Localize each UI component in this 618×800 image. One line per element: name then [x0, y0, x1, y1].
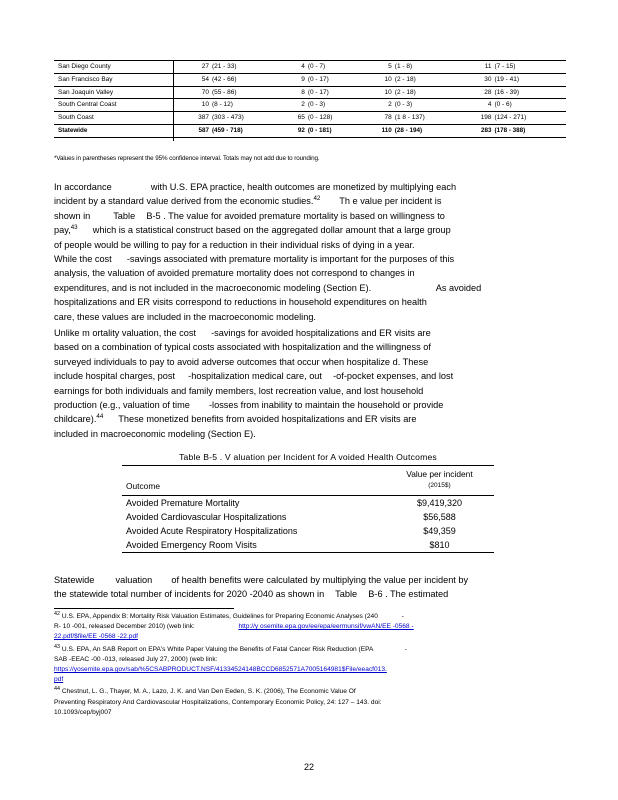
- header-outcome: Outcome: [122, 466, 385, 496]
- regional-incidents-table: [54, 60, 566, 138]
- table-row: [54, 112, 566, 125]
- cell-region: South Coast: [58, 114, 94, 122]
- text-run: of people would be willing to pay for a reduction in their individual risks of dying in a year.: [54, 239, 415, 250]
- text-run: surveyed individuals to pay to avoid adverse outcomes that occur when hospitalize: [54, 356, 391, 367]
- text-run: of health benefits were calculated by multiplying the value per incident by: [171, 575, 469, 585]
- text-run: which is a statistical construct based on the aggregated dollar amount that a large group: [92, 225, 451, 236]
- text-run: earnings for both individuals and family members, lost recreation value, and lost household: [54, 385, 424, 396]
- text-run: While the cost: [54, 254, 112, 265]
- cell-region: South Central Coast: [58, 101, 117, 109]
- footnote-43-link[interactable]: https://yosemite.epa.gov/sab/%5CSABPRODUCT.NSF/41334524148BCCD6852571A7005164981$File/eeacf013.: [54, 666, 387, 674]
- text-run: analysis, the valuation of avoided premature mortality does not correspond to changes in: [54, 268, 415, 279]
- table-row: [54, 73, 566, 86]
- cell-range: (7 - 15): [494, 63, 516, 70]
- text-run: d. These: [392, 356, 429, 367]
- cell-range: (0 - 3): [307, 101, 326, 109]
- cell-value: 5: [388, 63, 392, 70]
- cell-value: $56,588: [423, 512, 456, 522]
- header-value-line2: (2015$): [428, 482, 451, 489]
- cell-value: 110: [381, 126, 392, 134]
- footnote-44: [54, 687, 566, 718]
- table-vertical-divider: [173, 60, 174, 141]
- text-run: childcare).: [54, 414, 97, 425]
- paragraph-statewide-valuation: [54, 573, 566, 602]
- cell-range: (303 - 473): [211, 114, 244, 122]
- cell-range: (178 - 388): [494, 126, 526, 134]
- cell-value: 2: [388, 101, 392, 109]
- cell-value: 11: [484, 63, 492, 70]
- text-run: B-5: [146, 210, 161, 221]
- cell-value: $9,419,320: [416, 498, 462, 508]
- cell-value: 78: [384, 114, 392, 122]
- table-row: [54, 86, 566, 99]
- cell-range: (459 - 718): [211, 126, 243, 134]
- text-run: -savings for avoided hospitalizations and ER visits are: [211, 328, 431, 338]
- cell-region: San Francisco Bay: [58, 75, 113, 83]
- cell-range: (19 - 41): [494, 75, 520, 83]
- footnote-ref-44: 44: [96, 413, 104, 421]
- text-run: -of-pocket expenses, and lost: [333, 371, 454, 382]
- cell-range: (0 - 17): [307, 75, 329, 83]
- cell-range: (2 - 18): [394, 88, 416, 96]
- text-run: -losses from inability to maintain the household or provide: [208, 400, 444, 411]
- text-run: Chestnut, L. G., Thayer, M. A., Lazo, J. K. and Van Den Eeden, S. K. (2006), The Economic Value Of: [61, 688, 356, 696]
- table-b5-container: [122, 452, 494, 553]
- text-run: As avoided: [435, 282, 482, 293]
- footnotes-section: [54, 612, 566, 720]
- text-run: B-6 . The estimated: [368, 589, 449, 600]
- cell-range: (16 - 39): [494, 88, 520, 96]
- cell-value: 92: [297, 126, 305, 134]
- cell-value: 4: [487, 101, 492, 109]
- cell-value: 8: [301, 88, 305, 96]
- text-run: expenditures, and is not included in the macroeconomic modeling (Section E).: [54, 282, 372, 293]
- cell-range: (124 - 271): [494, 114, 527, 122]
- text-run: Unlike m: [54, 328, 90, 338]
- cell-value: 54: [201, 75, 209, 83]
- text-run: ortality valuation, the cost: [92, 328, 196, 338]
- cell-value: 70: [201, 88, 209, 96]
- footnote-42: [54, 612, 566, 643]
- cell-value: 4: [301, 63, 305, 70]
- cell-range: (0 - 6): [494, 101, 512, 109]
- text-run: care, these values are included in the macroeconomic modeling.: [54, 311, 316, 322]
- cell-outcome: Avoided Cardiovascular Hospitalizations: [126, 512, 287, 522]
- text-run: hospitalizations and ER visits correspond to reductions in household expenditures on health: [54, 297, 427, 308]
- footnote-marker: 43: [54, 643, 60, 650]
- text-run: included in macroeconomic modeling (Section E).: [54, 428, 256, 439]
- text-run: -hospitalization medical care, out: [188, 371, 322, 382]
- cell-range: (2 - 18): [394, 75, 416, 83]
- table-row: [122, 524, 494, 538]
- table-row: [122, 496, 494, 511]
- text-run: production (e.g., valuation of time: [54, 400, 190, 411]
- cell-range: (42 - 66): [211, 75, 237, 83]
- cell-range: (0 - 181): [307, 126, 332, 134]
- text-run: -: [401, 613, 404, 620]
- footnote-ref-42: 42: [313, 195, 321, 203]
- footnote-42-link[interactable]: http://y osemite.epa.gov/ee/epa/eermunsif/vwAN/EE -0568 -: [238, 623, 414, 631]
- table-footnote: *Values in parentheses represent the 95% confidence interval. Totals may not add due to rounding.: [54, 155, 320, 162]
- footnote-marker: 44: [54, 686, 60, 693]
- cell-range: (0 - 128): [307, 114, 333, 122]
- cell-value: 387: [198, 114, 209, 122]
- text-run: SAB -EEAC -00 -013, released July 27, 2000) (web link:: [54, 655, 218, 663]
- cell-region: Statewide: [58, 126, 88, 134]
- cell-value: 283: [480, 126, 492, 134]
- text-run: -savings associated with premature mortality is important for the purposes of this: [126, 254, 455, 265]
- cell-range: (21 - 33): [211, 63, 237, 70]
- table-b5-title: Table B-5 . V aluation per Incident for A voided Health Outcomes: [179, 452, 437, 462]
- cell-region: San Joaquin Valley: [58, 88, 114, 96]
- cell-range: (1 - 8): [394, 63, 413, 70]
- text-run: In accordance: [54, 182, 112, 192]
- text-run: the statewide total number of incidents for 2020: [54, 589, 248, 600]
- cell-value: 9: [301, 75, 305, 83]
- footnote-43: [54, 645, 566, 686]
- footnote-43-link-cont[interactable]: pdf: [54, 676, 64, 684]
- text-run: shown in: [54, 210, 91, 221]
- text-run: Table: [335, 589, 358, 600]
- header-value: [385, 466, 494, 496]
- text-run: 10.1093/cep/byj007: [54, 708, 112, 716]
- cell-value: 10: [201, 101, 209, 109]
- text-run: valuation: [115, 575, 153, 585]
- cell-value: 27: [201, 63, 209, 70]
- text-run: pay,: [54, 225, 71, 236]
- table-row: [122, 510, 494, 524]
- cell-region: San Diego County: [58, 63, 111, 70]
- text-run: include hospital charges, post: [54, 371, 176, 382]
- text-run: . The value for avoided premature mortality is based on willingness to: [163, 210, 445, 221]
- text-run: with U.S. EPA practice, health outcomes are monetized by multiplying each: [150, 182, 457, 192]
- cell-value: $49,359: [423, 526, 456, 536]
- cell-range: (1 8 - 137): [394, 114, 425, 122]
- cell-value: 2: [301, 101, 305, 109]
- table-row: [54, 99, 566, 112]
- table-b5-header-row: [122, 466, 494, 496]
- paragraph-monetization: [54, 180, 566, 324]
- text-run: Table: [113, 210, 136, 221]
- text-run: Preventing Respiratory And Cardiovascular Hospitalizations, Contemporary Economic Policy, 24: 127: [54, 698, 349, 706]
- table-row-statewide: [54, 124, 566, 137]
- cell-range: (55 - 86): [211, 88, 237, 96]
- text-run: incident by a standard value derived from the economic studies.: [54, 196, 314, 207]
- cell-range: (8 - 12): [211, 101, 233, 109]
- paragraph-cost-savings: [54, 326, 566, 441]
- text-run: Th e value per incident is: [339, 196, 442, 207]
- text-run: Statewide: [54, 575, 95, 585]
- footnote-ref-43: 43: [70, 224, 78, 232]
- cell-range: (28 - 194): [394, 126, 423, 134]
- cell-outcome: Avoided Emergency Room Visits: [122, 538, 385, 553]
- cell-value: 65: [297, 114, 305, 122]
- text-run: U.S. EPA, An SAB Report on EPA's White Paper Valuing the Benefits of Fatal Cancer Risk Reduction (EPA: [61, 645, 374, 653]
- footnote-marker: 42: [54, 610, 60, 617]
- cell-range: (0 - 3): [394, 101, 413, 109]
- table-row: [122, 538, 494, 553]
- text-run: R- 10 -001, released December 2010) (web link:: [54, 623, 195, 631]
- table-row: [54, 61, 566, 74]
- cell-value: 28: [484, 88, 492, 96]
- cell-value: $810: [385, 538, 494, 553]
- table-b5: [122, 465, 494, 553]
- text-run: -: [404, 645, 407, 653]
- text-run: – 143. doi:: [350, 698, 382, 706]
- text-run: -2040 as shown in: [249, 589, 325, 600]
- header-value-line1: Value per incident: [406, 469, 473, 479]
- cell-outcome: Avoided Premature Mortality: [126, 498, 240, 508]
- cell-range: (0 - 7): [307, 63, 326, 70]
- cell-value: 198: [480, 114, 492, 122]
- cell-value: 10: [384, 75, 392, 83]
- footnote-separator: [54, 608, 234, 609]
- cell-value: 10: [384, 88, 392, 96]
- text-run: based on a combination of typical costs associated with hospitalization and the willingness of: [54, 342, 431, 353]
- cell-range: (0 - 17): [307, 88, 329, 96]
- footnote-42-link-cont[interactable]: 22.pdf/$file/EE -0568 -22.pdf: [54, 633, 138, 641]
- cell-outcome: Avoided Acute Respiratory Hospitalizations: [126, 526, 298, 536]
- cell-value: 587: [198, 126, 209, 134]
- page-number: 22: [303, 762, 314, 772]
- text-run: These monetized benefits from avoided hospitalizations and ER visits are: [118, 414, 417, 425]
- text-run: U.S. EPA, Appendix B: Mortality Risk Valuation Estimates, Guidelines for Preparing Economic Analyses (240: [61, 613, 378, 620]
- cell-value: 30: [484, 75, 492, 83]
